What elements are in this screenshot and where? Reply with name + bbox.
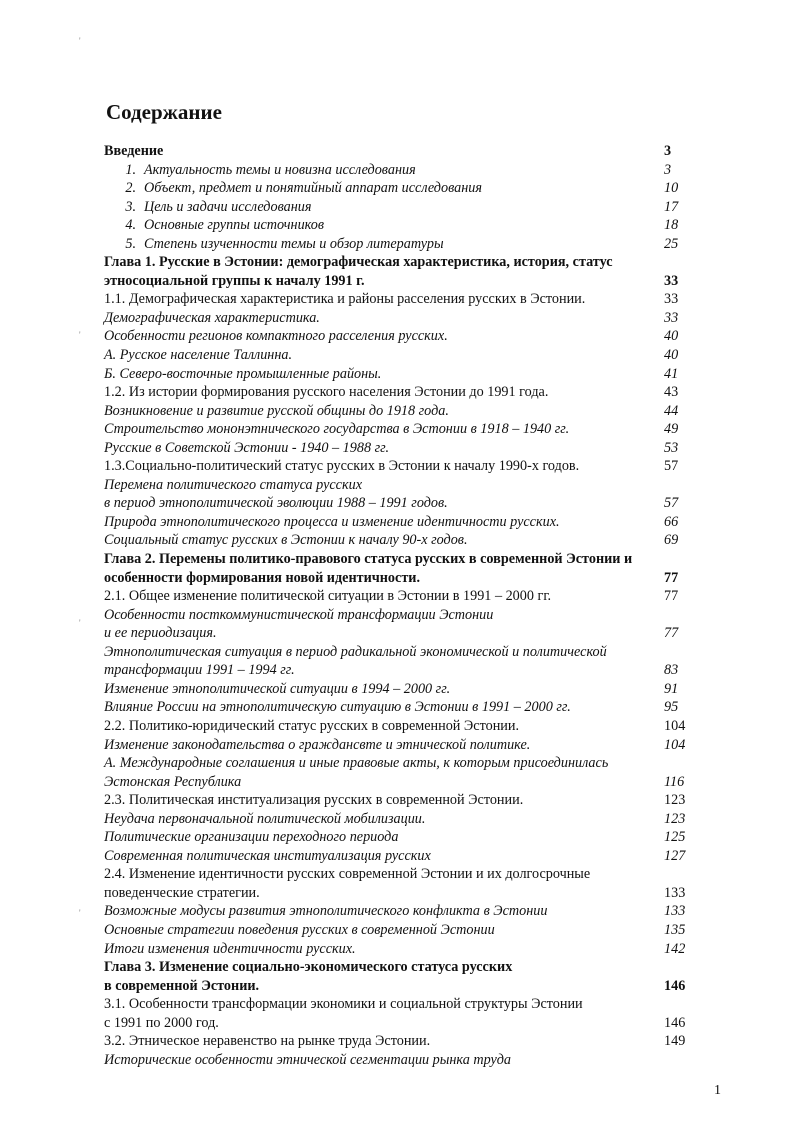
toc-entry-title: Итоги изменения идентичности русских. bbox=[104, 940, 356, 957]
toc-entry bbox=[104, 142, 706, 161]
toc-entry bbox=[104, 383, 706, 402]
toc-entry-title: особенности формирования новой идентичности. bbox=[104, 569, 421, 586]
toc-entry-page: 133 bbox=[664, 903, 686, 920]
toc-entry-number: 4. bbox=[125, 217, 136, 234]
toc-entry-page: 127 bbox=[664, 847, 686, 864]
toc-entry-page: 57 bbox=[664, 458, 679, 475]
toc-entry-title: Объект, предмет и понятийный аппарат исследования bbox=[144, 180, 482, 197]
toc-entry-page: 33 bbox=[664, 272, 679, 289]
toc-entry-title: Влияние России на этнополитическую ситуацию в Эстонии в 1991 – 2000 гг. bbox=[104, 699, 571, 716]
toc-entry-page: 49 bbox=[664, 421, 679, 438]
toc-entry-title: 2.4. Изменение идентичности русских современной Эстонии и их долгосрочные bbox=[104, 866, 591, 883]
toc-entry-title: трансформации 1991 – 1994 гг. bbox=[104, 662, 295, 679]
toc-entry-page: 40 bbox=[664, 328, 679, 345]
toc-entry bbox=[104, 865, 706, 884]
toc-entry-page: 10 bbox=[664, 180, 679, 197]
toc-entry-title: Строительство мононэтнического государства в Эстонии в 1918 – 1940 гг. bbox=[104, 421, 570, 438]
toc-entry-title: Этнополитическая ситуация в период радикальной экономической и политической bbox=[104, 643, 607, 660]
toc-entry-number: 2. bbox=[125, 180, 136, 197]
toc-entry-page: 69 bbox=[664, 532, 679, 549]
toc-entry-page: 40 bbox=[664, 347, 679, 364]
toc-entry-title: 3.2. Этническое неравенство на рынке труда Эстонии. bbox=[104, 1033, 431, 1050]
toc-entry-page: 123 bbox=[664, 792, 686, 809]
toc-entry-page: 44 bbox=[664, 402, 679, 419]
toc-entry-title: Основные группы источников bbox=[144, 217, 325, 234]
toc-entry-page: 125 bbox=[664, 829, 686, 846]
toc-entry-page: 57 bbox=[664, 495, 679, 512]
toc-entry-title: поведенческие стратегии. bbox=[104, 884, 260, 901]
toc-entry-page: 146 bbox=[664, 977, 686, 994]
toc-entry bbox=[104, 698, 706, 717]
toc-entry-title: в современной Эстонии. bbox=[104, 977, 260, 994]
toc-entry-title: Глава 1. Русские в Эстонии: демографическая характеристика, история, статус bbox=[104, 254, 613, 271]
toc-entry bbox=[104, 531, 706, 550]
toc-entry bbox=[104, 958, 706, 977]
toc-entry-title: Актуальность темы и новизна исследования bbox=[144, 161, 416, 178]
toc-entry-page: 104 bbox=[664, 736, 686, 753]
toc-entry-title: Введение bbox=[104, 143, 164, 159]
toc-entry-page: 146 bbox=[664, 1014, 686, 1031]
toc-entry bbox=[104, 940, 706, 959]
toc-entry bbox=[104, 587, 706, 606]
toc-entry-title: этносоциальной группы к началу 1991 г. bbox=[104, 272, 365, 289]
toc-entry bbox=[104, 921, 706, 940]
toc-entry-title: 1.3.Социально-политический статус русских в Эстонии к началу 1990-х годов. bbox=[104, 458, 580, 475]
scan-speck: ' bbox=[79, 618, 81, 628]
toc-entry-page: 41 bbox=[664, 365, 679, 382]
toc-entry-title: в период этнополитической эволюции 1988 – 1991 годов. bbox=[104, 495, 448, 512]
toc-entry bbox=[104, 327, 706, 346]
toc-entry bbox=[104, 253, 706, 272]
toc-entry-page: 33 bbox=[664, 291, 679, 308]
toc-entry-title: с 1991 по 2000 год. bbox=[104, 1014, 219, 1031]
toc-entry bbox=[104, 977, 706, 996]
toc-entry bbox=[104, 402, 706, 421]
toc-entry-title: и ее периодизация. bbox=[104, 625, 217, 642]
toc-entry-title: 2.2. Политико-юридический статус русских в современной Эстонии. bbox=[104, 717, 520, 734]
toc-entry-page: 104 bbox=[664, 717, 686, 734]
toc-entry-page: 18 bbox=[664, 217, 679, 234]
toc-entry bbox=[104, 661, 706, 680]
toc-entry-title: Демографическая характеристика. bbox=[104, 309, 320, 326]
toc-entry-title: Изменение этнополитической ситуации в 1994 – 2000 гг. bbox=[104, 680, 451, 697]
toc-entry bbox=[104, 235, 706, 254]
toc-entry-title: Степень изученности темы и обзор литературы bbox=[144, 235, 444, 252]
toc-entry bbox=[104, 1032, 706, 1051]
toc-entry bbox=[104, 754, 706, 773]
toc-entry bbox=[104, 365, 706, 384]
toc-entry-page: 91 bbox=[664, 680, 679, 697]
toc-entry bbox=[104, 902, 706, 921]
toc-entry bbox=[104, 476, 706, 495]
toc-entry bbox=[104, 420, 706, 439]
toc-entry-page: 66 bbox=[664, 513, 679, 530]
toc-entry bbox=[104, 439, 706, 458]
toc-entry bbox=[104, 272, 706, 291]
toc-entry-page: 95 bbox=[664, 699, 679, 716]
toc-entry-page: 116 bbox=[664, 773, 685, 790]
toc-entry-page: 3 bbox=[664, 161, 672, 178]
toc-entry bbox=[104, 569, 706, 588]
toc-entry-title: 2.3. Политическая институализация русских в современной Эстонии. bbox=[104, 792, 524, 809]
toc-entry-title: Основные стратегии поведения русских в современной Эстонии bbox=[104, 921, 495, 938]
toc-entry-title: Особенности посткоммунистической трансформации Эстонии bbox=[104, 606, 494, 623]
toc-entry bbox=[104, 717, 706, 736]
toc-entry-title: Возможные модусы развития этнополитического конфликта в Эстонии bbox=[104, 903, 548, 920]
scan-speck: ' bbox=[79, 36, 81, 46]
page-number: 1 bbox=[714, 1083, 721, 1098]
toc-entry-page: 25 bbox=[664, 235, 679, 252]
toc-entry-title: 2.1. Общее изменение политической ситуации в Эстонии в 1991 – 2000 гг. bbox=[104, 588, 552, 605]
toc-entry bbox=[104, 1014, 706, 1033]
toc-entry-page: 17 bbox=[664, 198, 679, 215]
toc-entry-page: 142 bbox=[664, 940, 686, 957]
toc-entry-page: 3 bbox=[664, 143, 672, 159]
table-of-contents bbox=[104, 142, 706, 1069]
toc-entry bbox=[104, 457, 706, 476]
toc-entry bbox=[104, 680, 706, 699]
toc-entry-page: 77 bbox=[664, 625, 679, 642]
toc-entry-page: 77 bbox=[664, 588, 679, 605]
toc-entry bbox=[104, 198, 706, 217]
toc-entry bbox=[104, 643, 706, 662]
toc-entry-title: Природа этнополитического процесса и изменение идентичности русских. bbox=[104, 513, 560, 530]
toc-entry-page: 135 bbox=[664, 921, 686, 938]
toc-entry-page: 123 bbox=[664, 810, 686, 827]
toc-entry bbox=[104, 736, 706, 755]
toc-entry-page: 133 bbox=[664, 884, 686, 901]
toc-entry-title: Глава 2. Перемены политико-правового статуса русских в современной Эстонии и bbox=[104, 551, 633, 568]
toc-entry-title: Исторические особенности этнической сегментации рынка труда bbox=[104, 1051, 512, 1068]
toc-entry-title: Глава 3. Изменение социально-экономического статуса русских bbox=[104, 959, 513, 976]
toc-entry-title: 3.1. Особенности трансформации экономики и социальной структуры Эстонии bbox=[104, 996, 583, 1013]
toc-entry-number: 3. bbox=[125, 198, 136, 215]
toc-entry bbox=[104, 773, 706, 792]
toc-entry bbox=[104, 995, 706, 1014]
toc-entry-title: Б. Северо-восточные промышленные районы. bbox=[104, 365, 382, 382]
toc-entry-title: Эстонская Республика bbox=[104, 773, 242, 790]
toc-entry bbox=[104, 309, 706, 328]
toc-entry-page: 53 bbox=[664, 439, 679, 456]
toc-entry bbox=[104, 161, 706, 180]
toc-entry bbox=[104, 884, 706, 903]
toc-entry bbox=[104, 606, 706, 625]
toc-entry-page: 149 bbox=[664, 1033, 686, 1050]
toc-entry-title: А. Международные соглашения и иные правовые акты, к которым присоединилась bbox=[104, 755, 609, 772]
toc-entry-page: 83 bbox=[664, 662, 679, 679]
toc-entry-title: А. Русское население Таллинна. bbox=[104, 347, 293, 364]
toc-entry-title: Изменение законодательства о граждансвте и этнической политике. bbox=[104, 736, 531, 753]
toc-entry bbox=[104, 290, 706, 309]
toc-entry-number: 1. bbox=[125, 161, 136, 178]
toc-entry bbox=[104, 810, 706, 829]
toc-entry-page: 43 bbox=[664, 384, 679, 401]
toc-entry-title: Политические организации переходного периода bbox=[104, 829, 399, 846]
page-title: Содержание bbox=[106, 100, 222, 124]
toc-entry bbox=[104, 513, 706, 532]
toc-entry-page: 33 bbox=[664, 309, 679, 326]
toc-entry-title: Особенности регионов компактного расселения русских. bbox=[104, 328, 448, 345]
toc-entry bbox=[104, 1051, 706, 1070]
toc-entry bbox=[104, 550, 706, 569]
toc-entry-title: Цель и задачи исследования bbox=[144, 198, 312, 215]
toc-entry bbox=[104, 791, 706, 810]
toc-entry-page: 77 bbox=[664, 569, 679, 586]
toc-entry bbox=[104, 346, 706, 365]
toc-entry bbox=[104, 828, 706, 847]
toc-entry-title: 1.2. Из истории формирования русского населения Эстонии до 1991 года. bbox=[104, 384, 549, 401]
toc-entry-number: 5. bbox=[125, 235, 136, 252]
toc-entry-title: Перемена политического статуса русских bbox=[104, 476, 362, 493]
scan-speck: ' bbox=[79, 330, 81, 340]
toc-entry-title: Русские в Советской Эстонии - 1940 – 1988 гг. bbox=[104, 439, 390, 456]
toc-entry-title: Современная политическая институализация русских bbox=[104, 847, 431, 864]
toc-entry-title: Неудача первоначальной политической мобилизации. bbox=[104, 810, 426, 827]
toc-entry bbox=[104, 847, 706, 866]
toc-entry-title: Социальный статус русских в Эстонии к началу 90-х годов. bbox=[104, 532, 468, 549]
toc-entry bbox=[104, 216, 706, 235]
scan-speck: ' bbox=[79, 908, 81, 918]
toc-entry bbox=[104, 179, 706, 198]
toc-entry bbox=[104, 624, 706, 643]
toc-entry-title: 1.1. Демографическая характеристика и районы расселения русских в Эстонии. bbox=[104, 291, 586, 308]
toc-entry-title: Возникновение и развитие русской общины до 1918 года. bbox=[104, 402, 449, 419]
toc-entry bbox=[104, 494, 706, 513]
